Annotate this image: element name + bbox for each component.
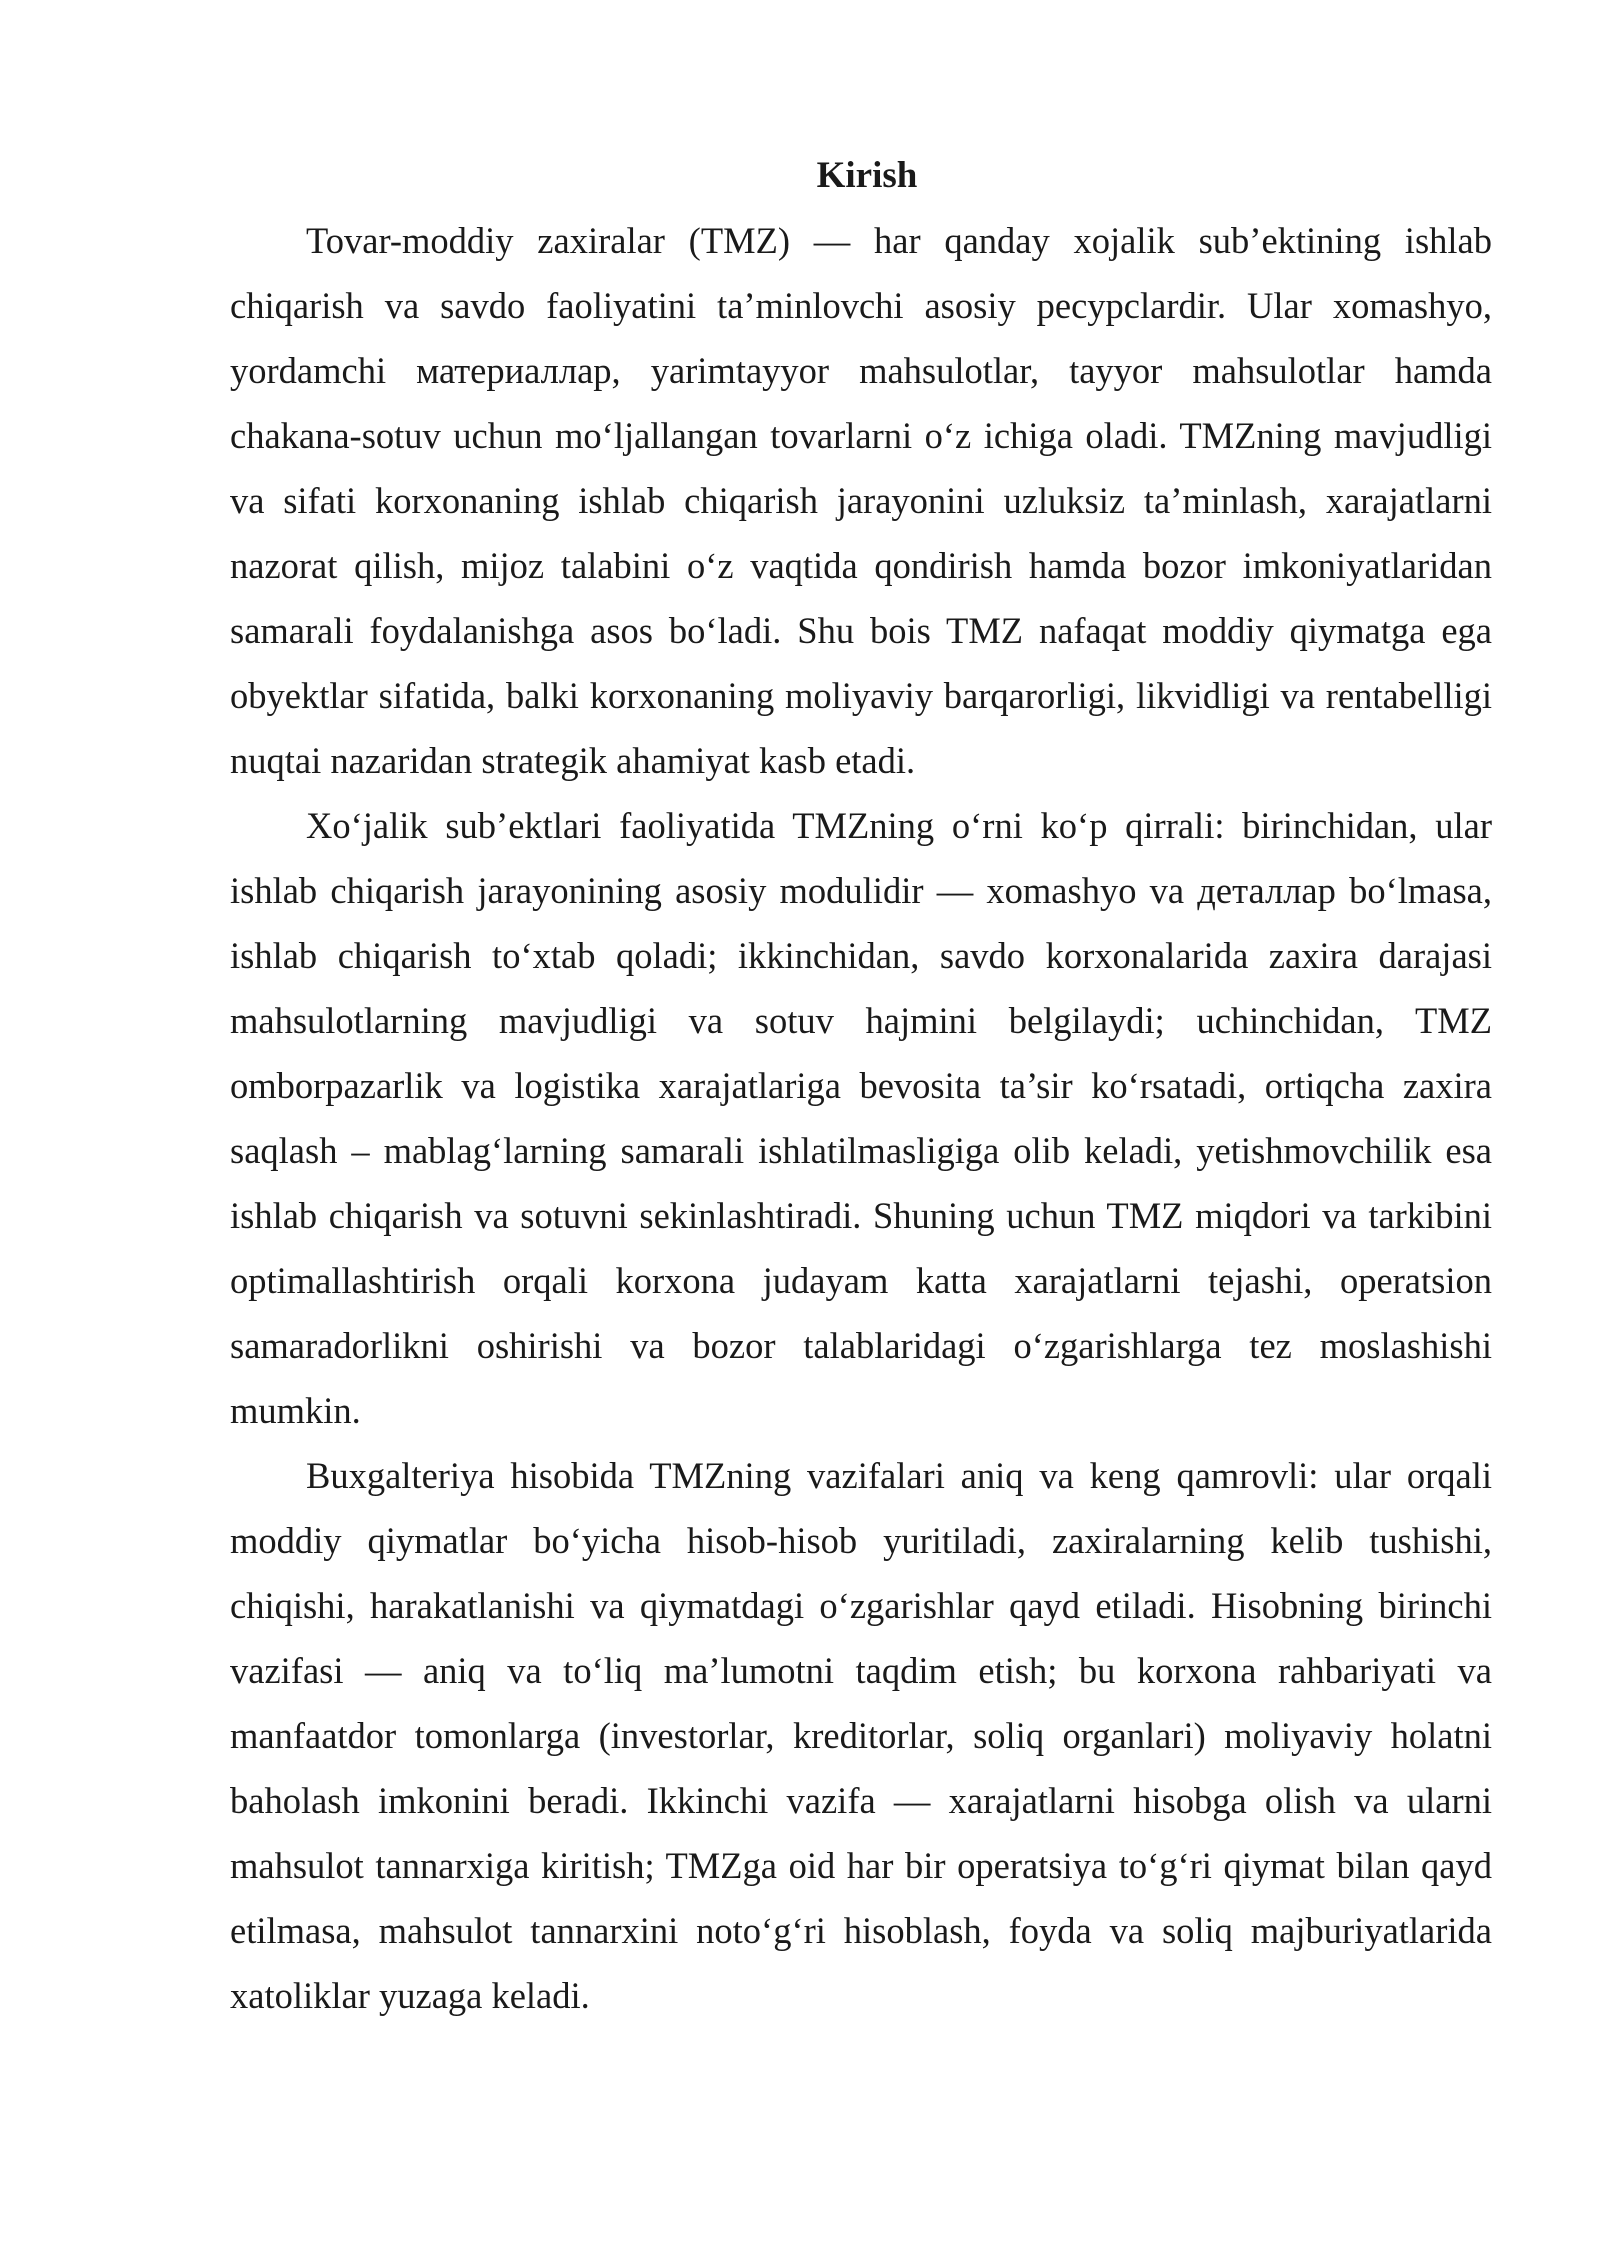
page-title: Kirish <box>816 155 918 196</box>
paragraph-3: Buxgalteriya hisobida TMZning vazifalari aniq va keng qamrovli: ular orqali moddiy qiymatlar bo‘yicha hisob-hisob yuritiladi, zaxiralarning kelib tushishi, chiqishi, harakatlanishi va qiymatdagi o‘zgarishlar qayd etiladi. Hisobning birinchi vazifasi — aniq va to‘liq ma’lumotni taqdim etish; bu korxona rahbariyati va manfaatdor tomonlarga (investorlar, kreditorlar, soliq organlari) moliyaviy holatni baholash imkonini beradi. Ikkinchi vazifa — xarajatlarni hisobga olish va ularni mahsulot tannarxiga kiritish; TMZga oid har bir operatsiya to‘g‘ri qiymat bilan qayd etilmasa, mahsulot tannarxini noto‘g‘ri hisoblash, foyda va soliq majburiyatlarida xatoliklar yuzaga keladi. <box>230 1455 1492 2016</box>
document-page <box>230 148 1492 2028</box>
paragraph-2: Xo‘jalik sub’ektlari faoliyatida TMZning o‘rni ko‘p qirrali: birinchidan, ular ishlab chiqarish jarayonining asosiy modulidir — xomashyo va деталлар bo‘lmasa, ishlab chiqarish to‘xtab qoladi; ikkinchidan, savdo korxonalarida zaxira darajasi mahsulotlarning mavjudligi va sotuv hajmini belgilaydi; uchinchidan, TMZ omborpazarlik va logistika xarajatlariga bevosita ta’sir ko‘rsatadi, ortiqcha zaxira saqlash – mablag‘larning samarali ishlatilmasligiga olib keladi, yetishmovchilik esa ishlab chiqarish va sotuvni sekinlashtiradi. Shuning uchun TMZ miqdori va tarkibini optimallashtirish orqali korxona judayam katta xarajatlarni tejashi, operatsion samaradorlikni oshirishi va bozor talablaridagi o‘zgarishlarga tez moslashishi mumkin. <box>230 805 1492 1431</box>
paragraph-1: Tovar-moddiy zaxiralar (TMZ) — har qanday xojalik sub’ektining ishlab chiqarish va savdo faoliyatini ta’minlovchi asosiy pecypclardir. Ular xomashyo, yordamchi материаллар, yarimtayyor mahsulotlar, tayyor mahsulotlar hamda chakana-sotuv uchun mo‘ljallangan tovarlarni o‘z ichiga oladi. TMZning mavjudligi va sifati korxonaning ishlab chiqarish jarayonini uzluksiz ta’minlash, xarajatlarni nazorat qilish, mijoz talabini o‘z vaqtida qondirish hamda bozor imkoniyatlaridan samarali foydalanishga asos bo‘ladi. Shu bois TMZ nafaqat moddiy qiymatga ega obyektlar sifatida, balki korxonaning moliyaviy barqarorligi, likvidligi va rentabelligi nuqtai nazaridan strategik ahamiyat kasb etadi. <box>230 220 1492 781</box>
